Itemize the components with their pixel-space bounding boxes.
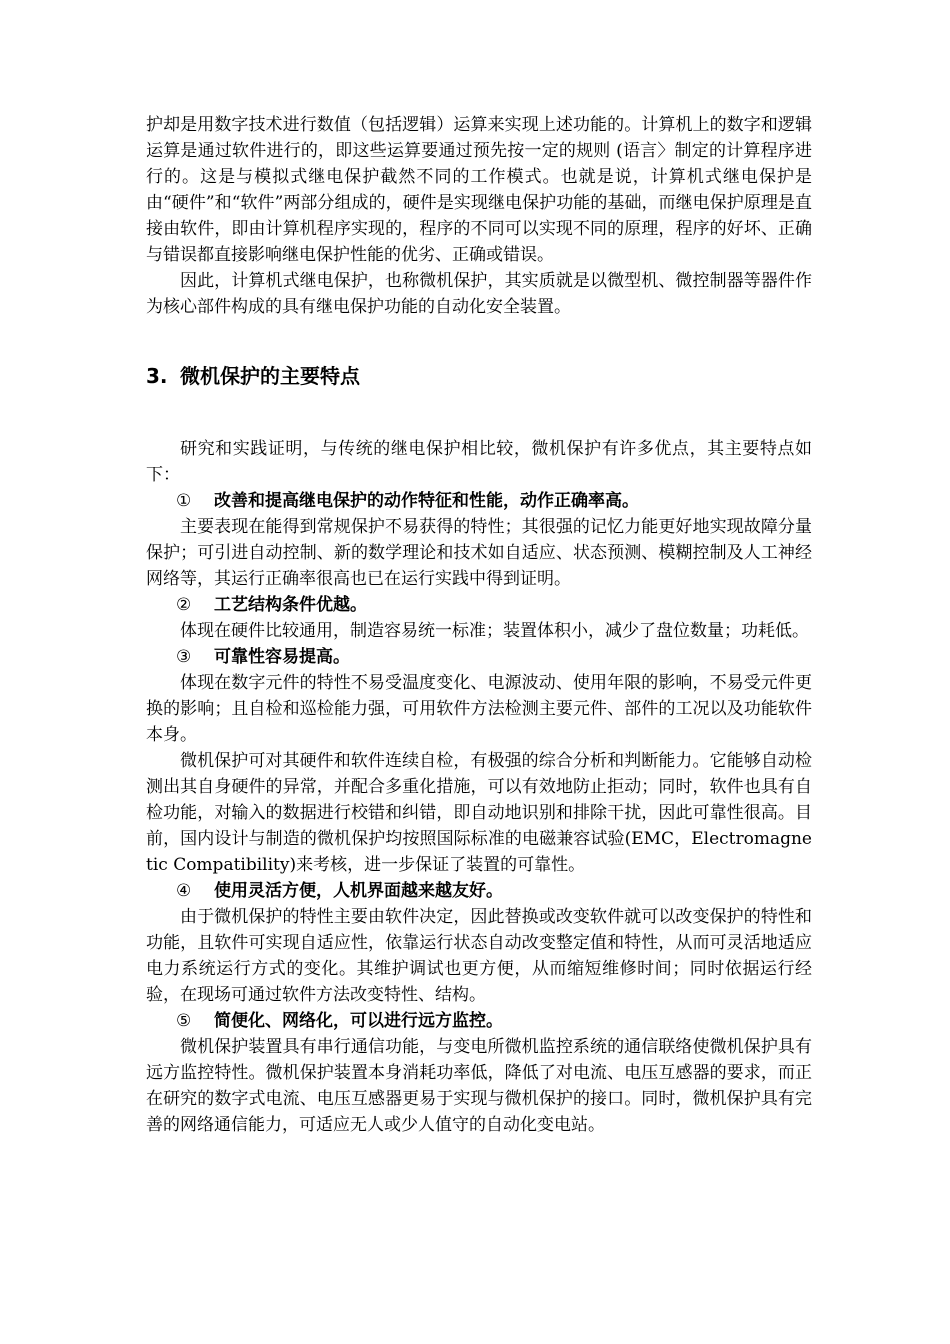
feature-item-5-title bbox=[146, 1008, 812, 1034]
feature-item-3-body-1: 体现在数字元件的特性不易受温度变化、电源波动、使用年限的影响，不易受元件更换的影响；且自检和巡检能力强，可用软件方法检测主要元件、部件的工况以及功能软件本身。 bbox=[146, 673, 812, 745]
item-marker: ③ bbox=[176, 647, 192, 667]
feature-item-2-title bbox=[146, 592, 812, 618]
feature-item-3-body-2: 微机保护可对其硬件和软件连续自检，有极强的综合分析和判断能力。它能够自动检测出其自身硬件的异常，并配合多重化措施，可以有效地防止拒动；同时，软件也具有自检功能，对输入的数据进行校错和纠错，即自动地识别和排除干扰，因此可靠性很高。目前，国内设计与制造的微机保护均按照国际标准的电磁兼容试验(EMC，Electromagnetic Compatibility)来考核，进一步保证了装置的可靠性。 bbox=[146, 751, 812, 875]
feature-item-1-title bbox=[146, 488, 812, 514]
feature-item-4-body: 由于微机保护的特性主要由软件决定，因此替换或改变软件就可以改变保护的特性和功能，且软件可实现自适应性，依靠运行状态自动改变整定值和特性，从而可灵活地适应电力系统运行方式的变化。其维护调试也更方便，从而缩短维修时间；同时依据运行经验，在现场可通过软件方法改变特性、结构。 bbox=[146, 907, 812, 1005]
intro-paragraph-1: 护却是用数字技术进行数值（包括逻辑）运算来实现上述功能的。计算机上的数字和逻辑运算是通过软件进行的，即这些运算要通过预先按一定的规则 (语言〉制定的计算程序进行的。这是与模拟式继电保护截然不同的工作模式。也就是说，计算机式继电保护是由“硬件”和“软件”两部分组成的，硬件是实现继电保护功能的基础，而继电保护原理是直接由软件，即由计算机程序实现的，程序的不同可以实现不同的原理，程序的好坏、正确与错误都直接影响继电保护性能的优劣、正确或错误。 bbox=[146, 115, 812, 265]
item-title: 工艺结构条件优越。 bbox=[214, 595, 367, 615]
item-marker: ① bbox=[176, 491, 192, 511]
lead-paragraph: 研究和实践证明，与传统的继电保护相比较，微机保护有许多优点，其主要特点如下： bbox=[146, 439, 812, 485]
feature-item-1-body: 主要表现在能得到常规保护不易获得的特性；其很强的记忆力能更好地实现故障分量保护；可引进自动控制、新的数学理论和技术如自适应、状态预测、模糊控制及人工神经网络等，其运行正确率很高也已在运行实践中得到证明。 bbox=[146, 517, 812, 589]
item-marker: ⑤ bbox=[176, 1011, 192, 1031]
feature-item-4-title bbox=[146, 878, 812, 904]
item-marker: ④ bbox=[176, 881, 192, 901]
item-marker: ② bbox=[176, 595, 192, 615]
item-title: 可靠性容易提高。 bbox=[214, 647, 350, 667]
document-page bbox=[146, 112, 812, 1138]
item-title: 改善和提高继电保护的动作特征和性能，动作正确率高。 bbox=[214, 491, 639, 511]
feature-item-5-body: 微机保护装置具有串行通信功能，与变电所微机监控系统的通信联络使微机保护具有远方监控特性。微机保护装置本身消耗功率低，降低了对电流、电压互感器的要求，而正在研究的数字式电流、电压互感器更易于实现与微机保护的接口。同时，微机保护具有完善的网络通信能力，可适应无人或少人值守的自动化变电站。 bbox=[146, 1037, 812, 1135]
section-heading bbox=[146, 362, 812, 390]
item-title: 使用灵活方便，人机界面越来越友好。 bbox=[214, 881, 503, 901]
feature-item-3-title bbox=[146, 644, 812, 670]
intro-paragraph-2: 因此，计算机式继电保护，也称微机保护，其实质就是以微型机、微控制器等器件作为核心部件构成的具有继电保护功能的自动化安全装置。 bbox=[146, 271, 812, 317]
item-title: 简便化、网络化，可以进行远方监控。 bbox=[214, 1011, 503, 1031]
section-title: 微机保护的主要特点 bbox=[180, 364, 360, 388]
feature-item-2-body: 体现在硬件比较通用，制造容易统一标准；装置体积小，减少了盘位数量；功耗低。 bbox=[180, 621, 809, 641]
section-number: 3. bbox=[146, 364, 168, 388]
